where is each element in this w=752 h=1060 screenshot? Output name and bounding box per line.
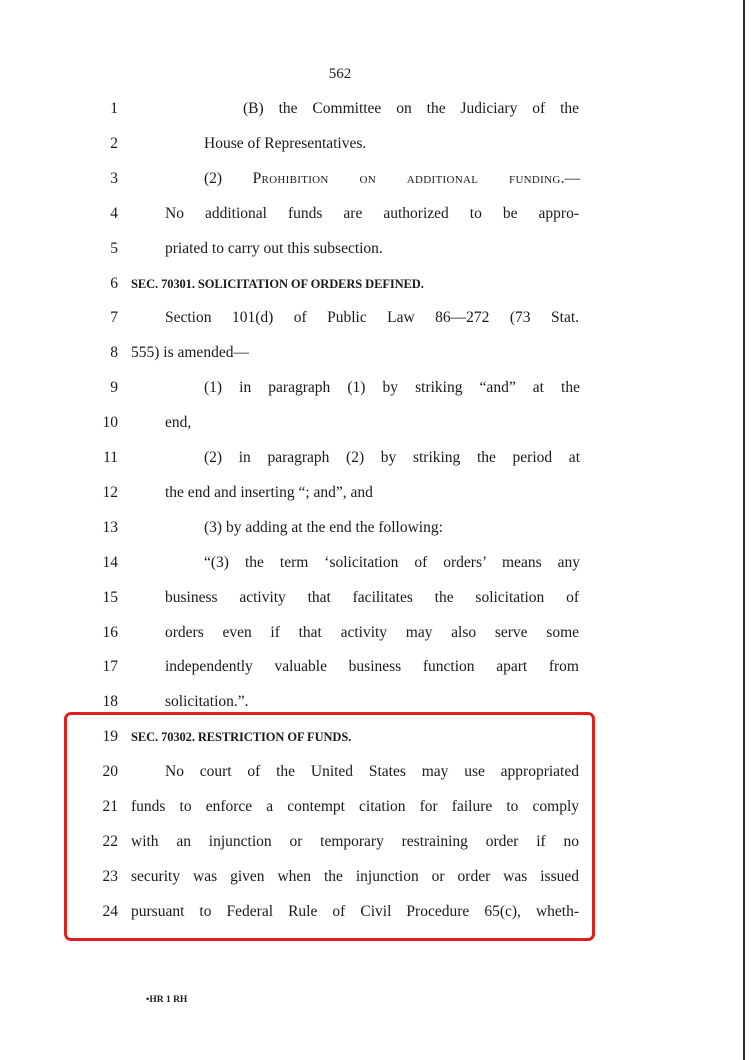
line-number: 24 (102, 902, 118, 920)
document-line (0, 200, 740, 228)
line-number: 7 (110, 309, 118, 327)
line-number: 22 (102, 832, 118, 850)
line-number: 20 (102, 763, 118, 781)
line-text (165, 235, 383, 263)
line-text (204, 549, 580, 577)
bill-footer-id: •HR 1 RH (146, 995, 188, 1005)
line-text (165, 584, 579, 612)
line-number: 3 (110, 169, 118, 187)
document-line (0, 304, 740, 332)
text-run: Section 101(d) of Public Law 86—272 (73 Stat. (165, 309, 579, 327)
line-number: 16 (102, 623, 118, 641)
line-text (204, 514, 443, 542)
document-line (0, 270, 740, 298)
text-run: solicitation.”. (165, 693, 249, 711)
document-line (0, 374, 740, 402)
highlight-box (64, 712, 595, 941)
line-number: 9 (110, 379, 118, 397)
text-run: No additional funds are authorized to be appro- (165, 204, 579, 222)
section-heading: SEC. 70301. SOLICITATION OF ORDERS DEFINED. (131, 276, 424, 291)
line-number: 10 (102, 414, 118, 432)
text-run: priated to carry out this subsection. (165, 239, 383, 257)
document-line (0, 235, 740, 263)
document-line (0, 444, 740, 472)
line-number: 14 (102, 553, 118, 571)
line-text (165, 409, 191, 437)
line-text (165, 200, 579, 228)
page-number: 562 (328, 66, 352, 82)
text-run: (3) by adding at the end the following: (204, 518, 443, 536)
line-number: 17 (102, 658, 118, 676)
line-number: 19 (102, 728, 118, 746)
text-run: “(3) the term ‘solicitation of orders’ means any (204, 553, 580, 571)
document-line (0, 619, 740, 647)
paragraph-heading: Prohibition on additional funding (252, 169, 561, 187)
line-text (165, 304, 579, 332)
text-run: (2) (204, 169, 253, 187)
document-line (0, 549, 740, 577)
line-number: 1 (110, 100, 118, 117)
section-heading: SEC. 70302. RESTRICTION OF FUNDS. (131, 730, 352, 745)
line-text (204, 165, 580, 193)
text-run: No court of the United States may use appropriated (165, 763, 579, 781)
document-line (0, 339, 740, 367)
text-run: independently valuable business function apart from (165, 658, 579, 676)
document-line (0, 130, 740, 158)
line-text (131, 270, 424, 298)
text-run: (1) in paragraph (1) by striking “and” at the (204, 379, 580, 397)
line-number: 23 (102, 867, 118, 885)
line-number: 5 (110, 239, 118, 257)
document-line (0, 95, 740, 123)
line-text (165, 619, 579, 647)
line-number: 21 (102, 798, 118, 815)
text-run: orders even if that activity may also serve some (165, 623, 579, 641)
line-number: 13 (102, 518, 118, 536)
line-text (243, 95, 579, 123)
line-number: 2 (110, 134, 118, 152)
document-line (0, 479, 740, 507)
line-number: 8 (110, 344, 118, 362)
line-number: 15 (102, 588, 118, 606)
line-text (165, 653, 579, 681)
document-line (0, 653, 740, 681)
line-number: 11 (103, 449, 118, 466)
line-number: 6 (110, 274, 118, 292)
line-number: 12 (102, 483, 118, 501)
text-run: the end and inserting “; and”, and (165, 483, 373, 501)
text-run: 555) is amended— (131, 344, 249, 362)
line-text (165, 479, 373, 507)
line-number: 18 (102, 693, 118, 711)
text-run: business activity that facilitates the solicitation of (165, 588, 579, 606)
text-run: with an injunction or temporary restraining order if no (131, 832, 579, 850)
text-run: end, (165, 414, 192, 432)
line-number: 4 (110, 204, 118, 222)
line-text (204, 444, 580, 472)
text-run: security was given when the injunction or order was issued (131, 867, 579, 885)
text-run: (B) the Committee on the Judiciary of the (243, 100, 579, 117)
line-text (131, 339, 249, 367)
text-run: .— (560, 169, 580, 187)
page-edge-divider (743, 0, 745, 1060)
document-line (0, 165, 740, 193)
text-run: funds to enforce a contempt citation for failure to comply (131, 798, 579, 815)
document-line (0, 409, 740, 437)
text-run: House of Representatives. (204, 134, 367, 152)
text-run: (2) in paragraph (2) by striking the period at (204, 449, 580, 466)
document-line (0, 514, 740, 542)
document-line (0, 584, 740, 612)
text-run: pursuant to Federal Rule of Civil Procedure 65(c), wheth- (131, 902, 579, 920)
line-text (204, 374, 580, 402)
line-text (204, 130, 366, 158)
